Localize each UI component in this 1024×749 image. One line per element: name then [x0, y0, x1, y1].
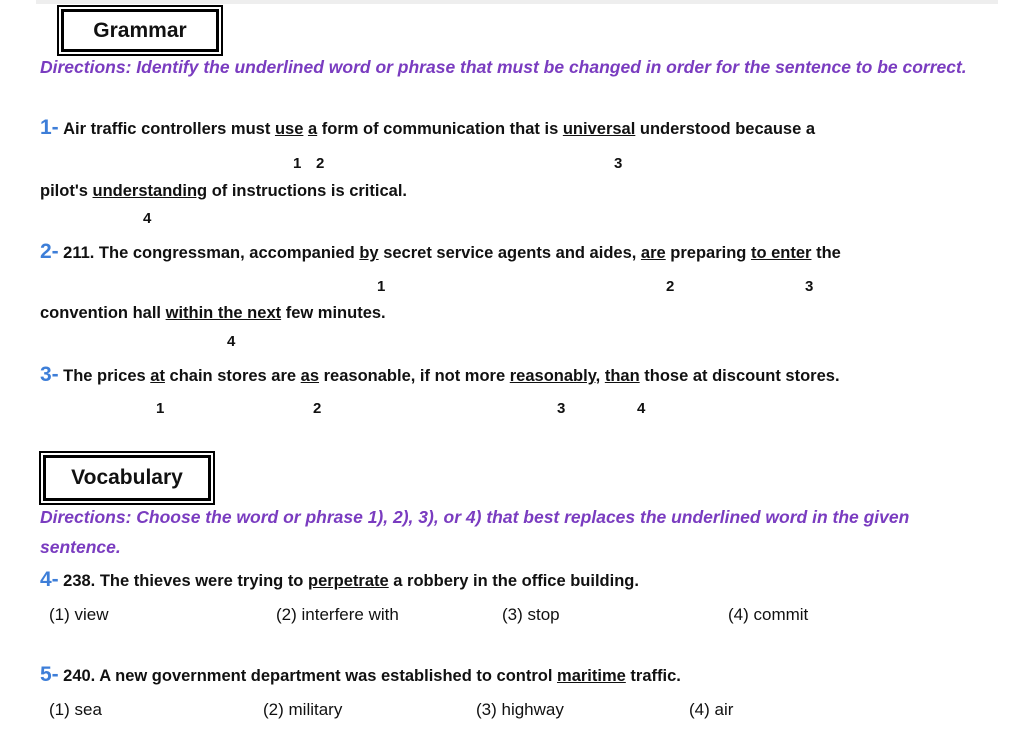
sentence-fragment: few minutes.: [281, 304, 386, 322]
choice-number: 2: [313, 400, 322, 417]
sentence-fragment: 240. A new government department was established to control: [63, 667, 558, 685]
option-2: (2) interfere with: [276, 605, 399, 624]
grammar-heading-text: Grammar: [93, 19, 187, 42]
underlined-phrase: perpetrate: [307, 572, 389, 590]
sentence-fragment: those at discount stores.: [639, 367, 840, 385]
underlined-phrase: to enter: [750, 244, 812, 262]
question-3: [40, 363, 840, 387]
underlined-phrase: a: [307, 120, 318, 138]
top-rule: [36, 0, 998, 4]
question-text-continued: [40, 304, 386, 323]
sentence-fragment: the: [811, 244, 841, 262]
vocabulary-heading: [43, 455, 211, 501]
question-4: [40, 568, 639, 592]
underlined-phrase: understanding: [92, 182, 208, 200]
question-text: [63, 120, 815, 138]
sentence-fragment: 211. The congressman, accompanied: [63, 244, 360, 262]
sentence-fragment: secret service agents and aides,: [378, 244, 641, 262]
option-4: (4) commit: [728, 605, 809, 624]
question-number: 1-: [40, 116, 59, 139]
choice-number: 1: [293, 155, 302, 172]
sentence-fragment: The prices: [63, 367, 151, 385]
sentence-fragment: Air traffic controllers must: [63, 120, 275, 138]
question-1: [40, 116, 815, 140]
option-3: (3) highway: [476, 700, 564, 719]
question-text: [63, 244, 841, 262]
option-4: (4) air: [689, 700, 734, 719]
question-number: 3-: [40, 363, 59, 386]
choice-number: 3: [614, 155, 623, 172]
sentence-fragment: understood because a: [635, 120, 816, 138]
sentence-fragment: preparing: [665, 244, 751, 262]
choice-number: 1: [377, 278, 386, 295]
sentence-fragment: form of communication that is: [317, 120, 563, 138]
sentence-fragment: chain stores are: [164, 367, 301, 385]
sentence-fragment: traffic.: [625, 667, 681, 685]
vocabulary-heading-text: Vocabulary: [71, 466, 183, 489]
choice-number: 3: [805, 278, 814, 295]
choice-number: 4: [143, 210, 152, 227]
sentence-fragment: 238. The thieves were trying to: [63, 572, 308, 590]
question-number: 5-: [40, 663, 59, 686]
sentence-fragment: a robbery in the office building.: [388, 572, 639, 590]
question-number: 4-: [40, 568, 59, 591]
underlined-phrase: reasonably,: [509, 367, 601, 385]
question-number: 2-: [40, 240, 59, 263]
sentence-fragment: pilot's: [40, 182, 93, 200]
question-text: [63, 667, 681, 685]
choice-number: 4: [227, 333, 236, 350]
question-text: [63, 572, 639, 590]
option-2: (2) military: [263, 700, 343, 719]
choice-number: 2: [316, 155, 325, 172]
underlined-phrase: are: [640, 244, 666, 262]
choice-number: 3: [557, 400, 566, 417]
choice-number: 1: [156, 400, 165, 417]
question-text-continued: [40, 182, 407, 201]
underlined-phrase: than: [604, 367, 640, 385]
grammar-directions: Directions: Identify the underlined word or phrase that must be changed in order for the sentence to be correct.: [40, 57, 967, 77]
underlined-phrase: as: [300, 367, 320, 385]
grammar-heading: [61, 9, 219, 52]
sentence-fragment: convention hall: [40, 304, 166, 322]
sentence-fragment: reasonable, if not more: [319, 367, 510, 385]
question-2: [40, 240, 841, 264]
underlined-phrase: within the next: [165, 304, 282, 322]
option-1: (1) sea: [49, 700, 102, 719]
choice-number: 2: [666, 278, 675, 295]
vocabulary-directions: Directions: Choose the word or phrase 1), 2), 3), or 4) that best replaces the underlined word in the given sentence.: [40, 507, 910, 557]
option-3: (3) stop: [502, 605, 560, 624]
underlined-phrase: by: [359, 244, 379, 262]
question-text: [63, 367, 839, 385]
sentence-fragment: of instructions is critical.: [207, 182, 407, 200]
choice-number: 4: [637, 400, 646, 417]
option-1: (1) view: [49, 605, 109, 624]
question-5: [40, 663, 681, 687]
underlined-phrase: use: [274, 120, 304, 138]
underlined-phrase: universal: [562, 120, 636, 138]
underlined-phrase: maritime: [557, 667, 626, 685]
underlined-phrase: at: [150, 367, 165, 385]
